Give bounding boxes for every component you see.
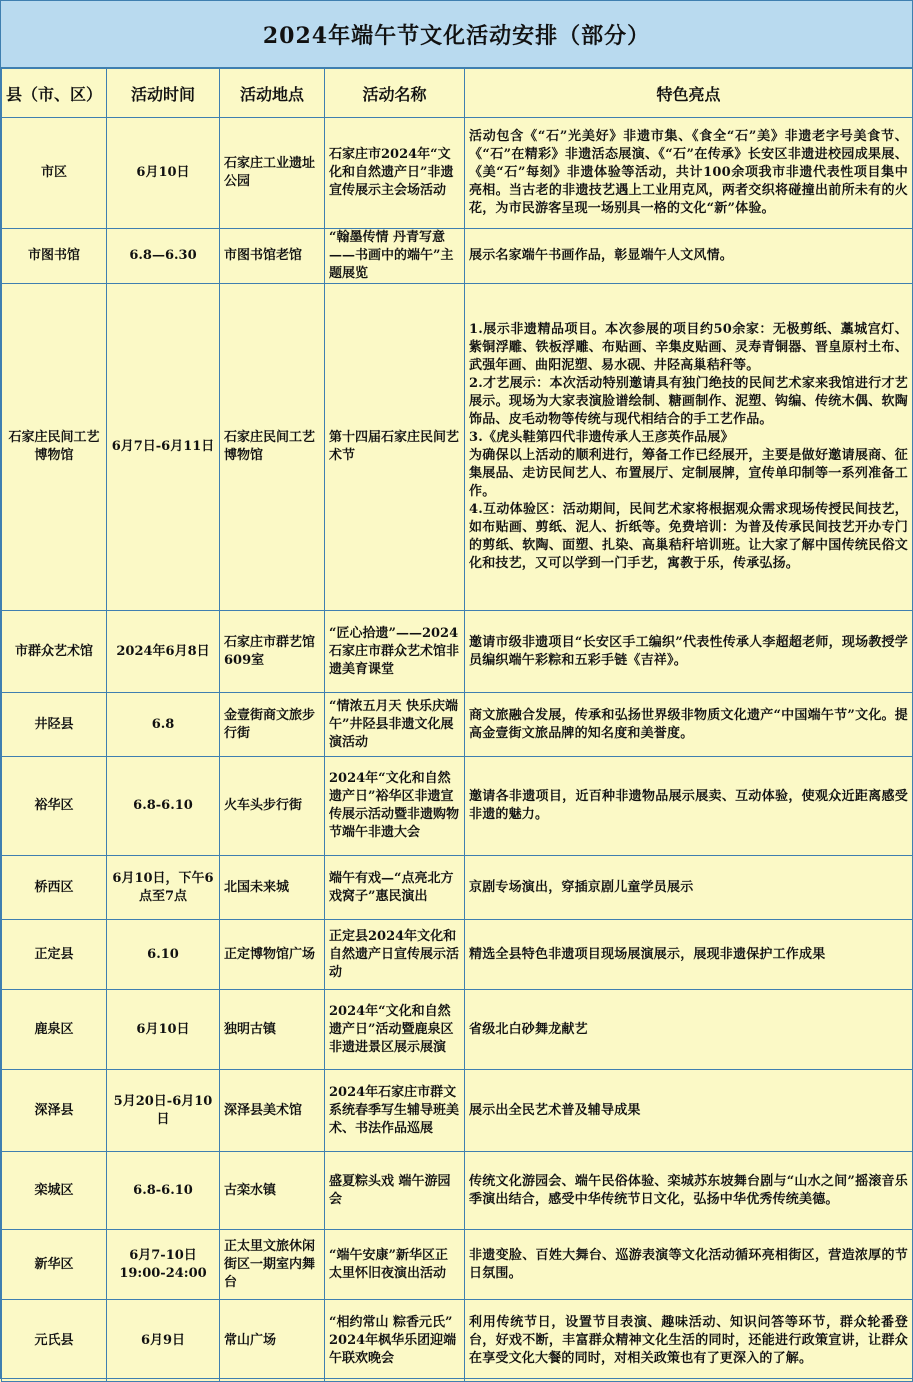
header-place: 活动地点 bbox=[220, 69, 325, 118]
cell-time: 6.8-6.10 bbox=[107, 757, 220, 856]
cell-county: 元氏县 bbox=[2, 1300, 107, 1382]
table-row bbox=[2, 990, 913, 1070]
table-row bbox=[2, 920, 913, 990]
cell-county: 新华区 bbox=[2, 1230, 107, 1300]
cell-activity-name: 2024年石家庄市群文系统春季写生辅导班美术、书法作品巡展 bbox=[325, 1070, 465, 1152]
cell-highlight bbox=[465, 284, 913, 611]
highlight-paragraph: 传统文化游园会、端午民俗体验、栾城苏东坡舞台剧与“山水之间”摇滚音乐季演出结合，感受中华传统节日文化，弘扬中华优秀传统美德。 bbox=[469, 1173, 908, 1207]
highlight-paragraph: 1.展示非遗精品项目。本次参展的项目约50余家：无极剪纸、藁城宫灯、紫铜浮雕、铁板浮雕、布贴画、辛集皮贴画、灵寿青铜器、晋皇原村土布、武强年画、曲阳泥塑、易水砚、井陉高巢秸秆等。 bbox=[469, 322, 908, 373]
cell-highlight bbox=[465, 990, 913, 1070]
cell-highlight bbox=[465, 229, 913, 284]
highlight-paragraph: 邀请各非遗项目，近百种非遗物品展示展卖、互动体验，使观众近距离感受非遗的魅力。 bbox=[469, 789, 908, 822]
cell-activity-name: “匠心拾遗”——2024石家庄市群众艺术馆非遗美育课堂 bbox=[325, 611, 465, 693]
cell-time: 6月7-10日 19:00-24:00 bbox=[107, 1230, 220, 1300]
cell-highlight bbox=[465, 1070, 913, 1152]
table-row bbox=[2, 757, 913, 856]
highlight-paragraph: 2.才艺展示：本次活动特别邀请具有独门绝技的民间艺术家来我馆进行才艺展示。现场为大家表演脸谱绘制、糖画制作、泥塑、钩编、传统木偶、软陶饰品、皮毛动物等传统与现代相结合的手工艺作品。 bbox=[469, 376, 908, 427]
cell-place: 金壹街商文旅步行街 bbox=[220, 693, 325, 757]
cell-activity-name: “翰墨传情 丹青写意——书画中的端午”主题展览 bbox=[325, 229, 465, 284]
table-row bbox=[2, 229, 913, 284]
cell-activity-name: 2024年“文化和自然遗产日”裕华区非遗宣传展示活动暨非遗购物节端午非遗大会 bbox=[325, 757, 465, 856]
cell-activity-name: 2024年“文化和自然遗产日”活动暨鹿泉区非遗进景区展示展演 bbox=[325, 990, 465, 1070]
highlight-paragraph: 活动包含《“石”光美好》非遗市集、《食全“石”美》非遗老字号美食节、《“石”在精彩》非遗活态展演、《“石”在传承》长安区非遗进校园成果展、《美“石”每刻》非遗体验等活动，共计100余项我市非遗代表性项目集中亮相。当古老的非遗技艺遇上工业用克风，两者交织将碰撞出前所未有的火花，为市民游客呈现一场别具一格的文化“新”体验。 bbox=[469, 129, 908, 216]
cell-time: 2024年6月8日 bbox=[107, 611, 220, 693]
cell-time: 6月10日 bbox=[107, 990, 220, 1070]
cell-county: 石家庄民间工艺博物馆 bbox=[2, 284, 107, 611]
table-row bbox=[2, 284, 913, 611]
cell-place: 北国未来城 bbox=[220, 856, 325, 920]
cell-highlight bbox=[465, 757, 913, 856]
cell-county: 裕华区 bbox=[2, 757, 107, 856]
highlight-paragraph: 3.《虎头鞋第四代非遗传承人王彦英作品展》 bbox=[469, 430, 734, 445]
cell-place: 石家庄市群艺馆609室 bbox=[220, 611, 325, 693]
highlight-paragraph: 商文旅融合发展，传承和弘扬世界级非物质文化遗产“中国端午节”文化。提高金壹街文旅品牌的知名度和美誉度。 bbox=[469, 707, 908, 741]
cell-county: 市区 bbox=[2, 118, 107, 229]
cell-county: 正定县 bbox=[2, 920, 107, 990]
cell-time: 6.10 bbox=[107, 920, 220, 990]
cell-activity-name: 第十四届石家庄民间艺术节 bbox=[325, 284, 465, 611]
table-row bbox=[2, 611, 913, 693]
cell-highlight bbox=[465, 611, 913, 693]
cell-time: 6.8-6.10 bbox=[107, 1152, 220, 1230]
cell-place: 正太里文旅休闲街区一期室内舞台 bbox=[220, 1230, 325, 1300]
highlight-paragraph: 利用传统节日，设置节目表演、趣味活动、知识问答等环节，群众轮番登台，好戏不断，丰富群众精神文化生活的同时，还能进行政策宣讲，让群众在享受文化大餐的同时，对相关政策也有了更深入的了解。 bbox=[469, 1314, 908, 1366]
cell-time: 6月10日 bbox=[107, 118, 220, 229]
table-row bbox=[2, 1230, 913, 1300]
table-row bbox=[2, 693, 913, 757]
header-time: 活动时间 bbox=[107, 69, 220, 118]
table-row bbox=[2, 1300, 913, 1382]
cell-activity-name: 正定县2024年文化和自然遗产日宣传展示活动 bbox=[325, 920, 465, 990]
cell-highlight bbox=[465, 1230, 913, 1300]
cell-time: 6月9日 bbox=[107, 1300, 220, 1382]
cell-highlight bbox=[465, 1152, 913, 1230]
cell-time: 6.8—6.30 bbox=[107, 229, 220, 284]
cell-time: 6.8 bbox=[107, 693, 220, 757]
header-row bbox=[2, 69, 913, 118]
cell-highlight bbox=[465, 920, 913, 990]
cell-county: 桥西区 bbox=[2, 856, 107, 920]
highlight-paragraph: 非遗变脸、百姓大舞台、巡游表演等文化活动循环亮相街区，营造浓厚的节日氛围。 bbox=[469, 1247, 908, 1281]
highlight-paragraph: 京剧专场演出，穿插京剧儿童学员展示 bbox=[469, 879, 694, 895]
highlight-paragraph: 省级北白砂舞龙献艺 bbox=[469, 1021, 588, 1037]
activity-table bbox=[1, 68, 913, 1382]
highlight-paragraph: 精选全县特色非遗项目现场展演展示，展现非遗保护工作成果 bbox=[469, 946, 826, 962]
cell-county: 井陉县 bbox=[2, 693, 107, 757]
cell-time: 6月7日-6月11日 bbox=[107, 284, 220, 611]
cell-activity-name: 石家庄市2024年“文化和自然遗产日”非遗宣传展示主会场活动 bbox=[325, 118, 465, 229]
table-row bbox=[2, 1070, 913, 1152]
cell-activity-name: 盛夏粽头戏 端午游园会 bbox=[325, 1152, 465, 1230]
header-highlight: 特色亮点 bbox=[465, 69, 913, 118]
cell-place: 石家庄民间工艺博物馆 bbox=[220, 284, 325, 611]
cell-place: 正定博物馆广场 bbox=[220, 920, 325, 990]
cell-place: 石家庄工业遗址公园 bbox=[220, 118, 325, 229]
cell-activity-name: “情浓五月天 快乐庆端午”井陉县非遗文化展演活动 bbox=[325, 693, 465, 757]
cell-county: 市群众艺术馆 bbox=[2, 611, 107, 693]
cell-activity-name: 端午有戏—“点亮北方戏窝子”惠民演出 bbox=[325, 856, 465, 920]
highlight-paragraph: 展示名家端午书画作品，彰显端午人文风情。 bbox=[469, 248, 734, 263]
cell-county: 栾城区 bbox=[2, 1152, 107, 1230]
highlight-paragraph: 邀请市级非遗项目“长安区手工编织”代表性传承人李超超老师，现场教授学员编织端午彩粽和五彩手链《吉祥》。 bbox=[469, 634, 908, 668]
highlight-paragraph: 展示出全民艺术普及辅导成果 bbox=[469, 1102, 641, 1118]
header-county: 县（市、区） bbox=[2, 69, 107, 118]
table-row bbox=[2, 856, 913, 920]
cell-place: 市图书馆老馆 bbox=[220, 229, 325, 284]
cell-activity-name: “端午安康”新华区正太里怀旧夜演出活动 bbox=[325, 1230, 465, 1300]
cell-activity-name: “相约常山 粽香元氏” 2024年枫华乐团迎端午联欢晚会 bbox=[325, 1300, 465, 1382]
cell-highlight bbox=[465, 118, 913, 229]
cell-highlight bbox=[465, 1300, 913, 1382]
highlight-paragraph: 为确保以上活动的顺利进行，筹备工作已经展开，主要是做好邀请展商、征集展品、走访民间艺人、布置展厅、定制展牌，宣传单印制等一系列准备工作。 bbox=[469, 448, 908, 499]
cell-highlight bbox=[465, 693, 913, 757]
table-row bbox=[2, 118, 913, 229]
table-row bbox=[2, 1152, 913, 1230]
cell-highlight bbox=[465, 856, 913, 920]
cell-county: 市图书馆 bbox=[2, 229, 107, 284]
cell-place: 火车头步行街 bbox=[220, 757, 325, 856]
highlight-paragraph: 4.互动体验区：活动期间，民间艺术家将根据观众需求现场传授民间技艺，如布贴画、剪纸、泥人、折纸等。免费培训：为普及传承民间技艺开办专门的剪纸、软陶、面塑、扎染、高巢秸秆培训班。让大家了解中国传统民俗文化和技艺，又可以学到一门手艺，寓教于乐，传承弘扬。 bbox=[469, 502, 908, 571]
cell-place: 深泽县美术馆 bbox=[220, 1070, 325, 1152]
cell-place: 古栾水镇 bbox=[220, 1152, 325, 1230]
cell-place: 常山广场 bbox=[220, 1300, 325, 1382]
cell-county: 深泽县 bbox=[2, 1070, 107, 1152]
page-title: 2024年端午节文化活动安排（部分） bbox=[1, 1, 912, 68]
cell-place: 独明古镇 bbox=[220, 990, 325, 1070]
cell-time: 6月10日，下午6点至7点 bbox=[107, 856, 220, 920]
header-name: 活动名称 bbox=[325, 69, 465, 118]
cell-time: 5月20日-6月10日 bbox=[107, 1070, 220, 1152]
cell-county: 鹿泉区 bbox=[2, 990, 107, 1070]
